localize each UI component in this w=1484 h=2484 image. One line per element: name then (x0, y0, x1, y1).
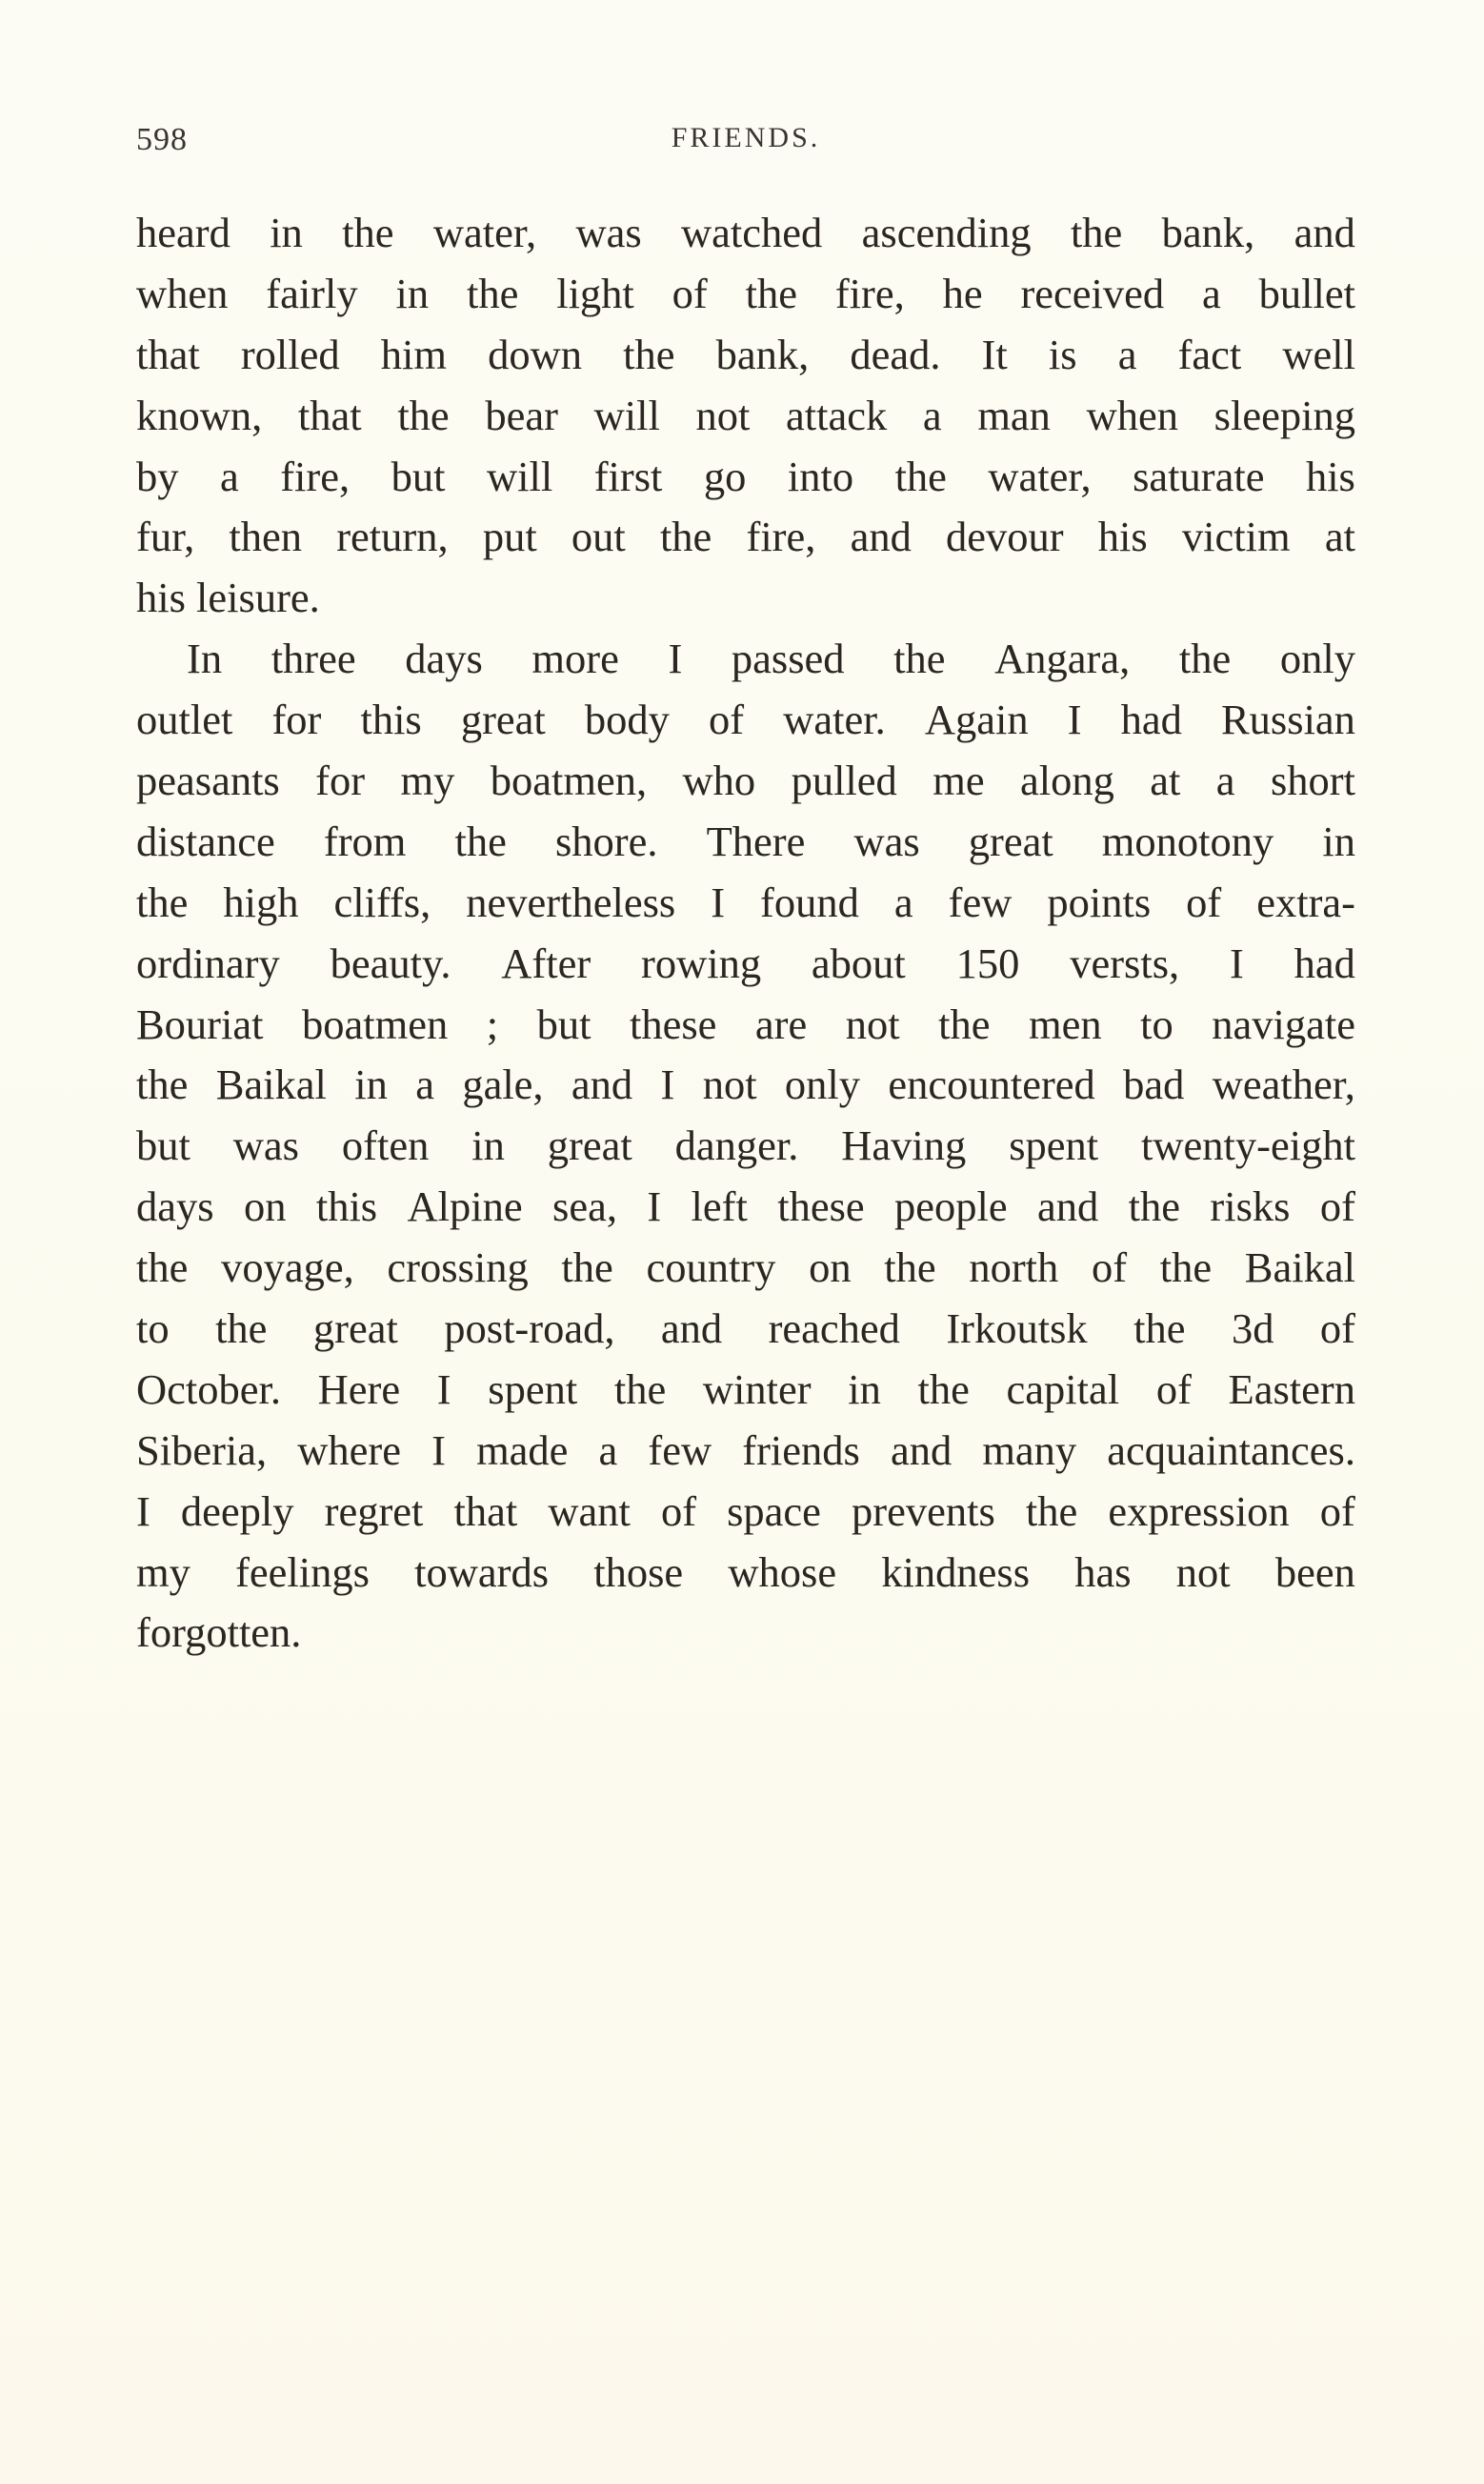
text-line: the voyage, crossing the country on the north of the Baikal (136, 1243, 1355, 1292)
text-line: Siberia, where I made a few friends and many acquaintances. (136, 1425, 1355, 1474)
text-line: outlet for this great body of water. Again I had Russian (136, 696, 1355, 744)
page-number: 598 (136, 122, 188, 157)
text-line: his leisure. (136, 574, 320, 622)
text-line: heard in the water, was watched ascending the bank, and (136, 209, 1355, 256)
text-line: fur, then return, put out the fire, and devour his victim at (136, 513, 1355, 561)
running-head (136, 122, 1355, 170)
text-line: but was often in great danger. Having spent twenty-eight (136, 1121, 1355, 1170)
text-line: Bouriat boatmen ; but these are not the men to navigate (136, 1000, 1355, 1048)
text-line: the Baikal in a gale, and I not only encountered bad weather, (136, 1060, 1355, 1109)
text-line: known, that the bear will not attack a man when sleeping (136, 391, 1355, 439)
text-line: by a fire, but will first go into the water, saturate his (136, 452, 1355, 500)
text-line: peasants for my boatmen, who pulled me along at a short (136, 757, 1355, 805)
text-line: days on this Alpine sea, I left these people and the risks of (136, 1182, 1355, 1231)
text-line: ordinary beauty. After rowing about 150 versts, I had (136, 939, 1355, 987)
text-line: to the great post-road, and reached Irkoutsk the 3d of (136, 1304, 1355, 1353)
text-line: I deeply regret that want of space prevents the expression of (136, 1486, 1355, 1535)
text-line: that rolled him down the bank, dead. It is a fact well (136, 330, 1355, 378)
body-text (136, 203, 1355, 1664)
text-line: my feelings towards those whose kindness has not been (136, 1547, 1355, 1596)
text-line: distance from the shore. There was great monotony in (136, 817, 1355, 865)
running-title: FRIENDS. (671, 122, 821, 153)
text-line: when fairly in the light of the fire, he received a bullet (136, 269, 1355, 317)
text-line: October. Here I spent the winter in the capital of Eastern (136, 1364, 1355, 1413)
text-line: the high cliffs, nevertheless I found a few points of extra- (136, 878, 1355, 926)
text-line: forgotten. (136, 1608, 302, 1657)
text-line: In three days more I passed the Angara, the only (187, 635, 1355, 683)
